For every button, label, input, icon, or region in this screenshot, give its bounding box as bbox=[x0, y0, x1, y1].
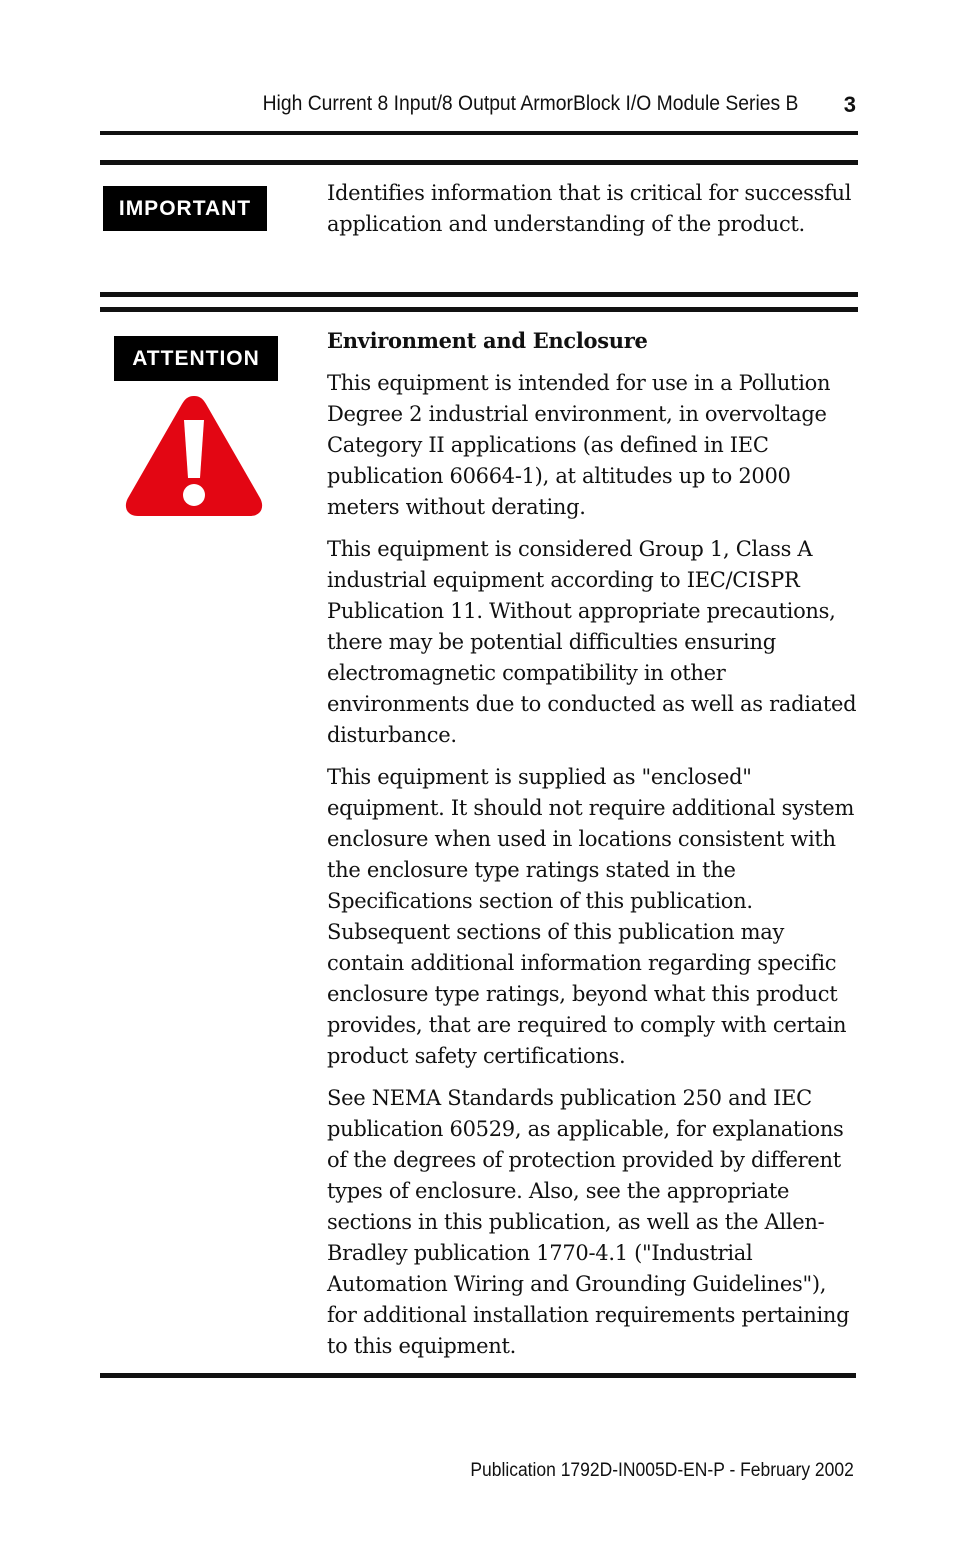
paragraph-nema-standards: See NEMA Standards publication 250 and IEC publication 60529, as applicable, for explanations of the degrees of protection provided by different types of enclosure. Also, see the appropriate sections in this publication, as well as the Allen-Bradley publication 1770-4.1 ("Industrial Automation Wiring and Grounding Guidelines"), for additional installation requirements pertaining to this equipment. bbox=[327, 1086, 850, 1358]
paragraph-enclosed-equipment: This equipment is supplied as "enclosed" equipment. It should not require additional system enclosure when used in locations consistent with the enclosure type ratings stated in the Specifications section of this publication. Subsequent sections of this publication may contain additional information regarding specific enclosure type ratings, beyond what this product provides, that are required to comply with certain product safety certifications. bbox=[327, 765, 855, 1068]
attention-label: ATTENTION bbox=[114, 336, 278, 381]
page-header bbox=[100, 90, 856, 122]
important-text: Identifies information that is critical for successful application and understanding of the product. bbox=[327, 181, 852, 236]
paragraph-emc-class: This equipment is considered Group 1, Class A industrial equipment according to IEC/CISPR Publication 11. Without appropriate precautions, there may be potential difficulties ensuring electromagnetic compatibility in other environments due to conducted as well as radiated disturbance. bbox=[327, 537, 857, 747]
publication-footer: Publication 1792D-IN005D-EN-P - February 2002 bbox=[470, 1460, 854, 1481]
important-top-rule bbox=[100, 160, 858, 165]
warning-icon bbox=[122, 390, 266, 520]
section-heading: Environment and Enclosure bbox=[327, 328, 648, 353]
important-bottom-rule bbox=[100, 292, 858, 297]
attention-top-rule bbox=[100, 307, 858, 312]
paragraph-pollution-degree: This equipment is intended for use in a Pollution Degree 2 industrial environment, in overvoltage Category II applications (as defined in IEC publication 60664-1), at altitudes up to 2000 meters without derating. bbox=[327, 371, 831, 519]
important-label: IMPORTANT bbox=[103, 186, 267, 231]
exclamation-dot bbox=[183, 484, 205, 506]
header-title: High Current 8 Input/8 Output ArmorBlock I/O Module Series B bbox=[262, 92, 798, 115]
attention-bottom-rule bbox=[100, 1373, 856, 1378]
attention-content bbox=[327, 325, 857, 1373]
page-number: 3 bbox=[843, 92, 856, 117]
header-rule bbox=[100, 131, 858, 135]
